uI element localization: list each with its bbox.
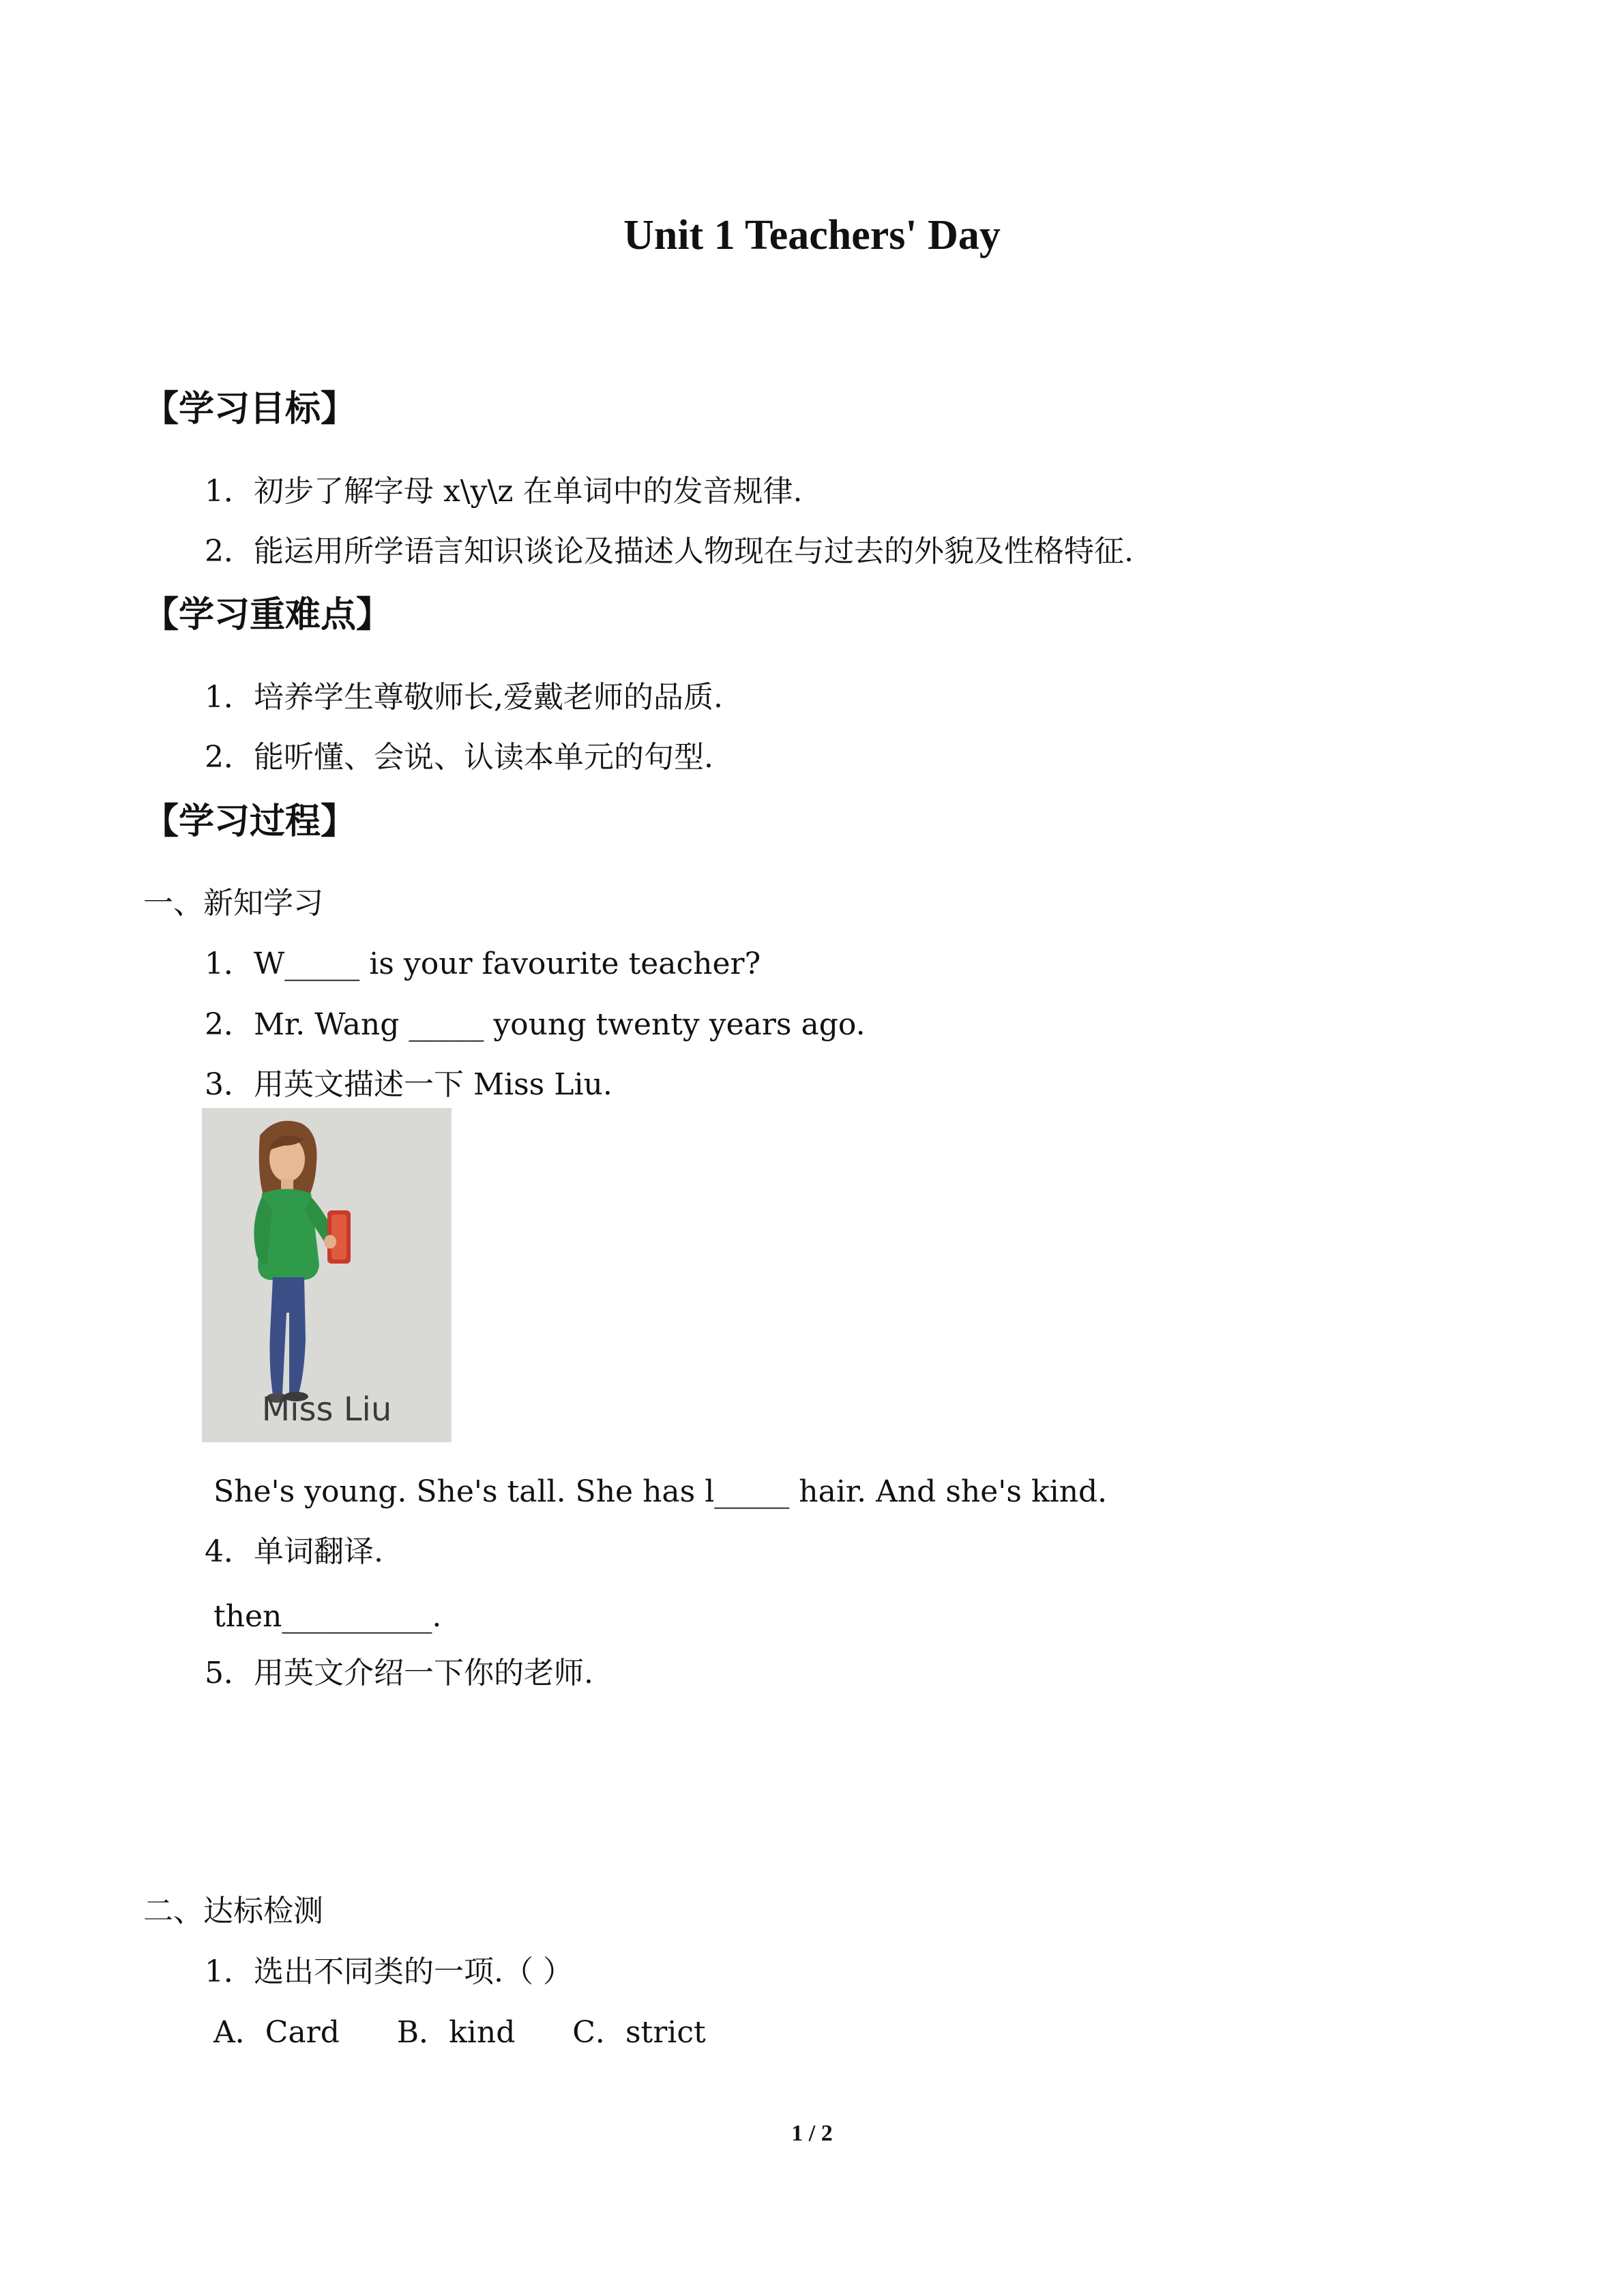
part1-question-5: 5．用英文介绍一下你的老师. [205, 1656, 593, 1690]
key-point-item-1: 1．培养学生尊敬师长,爱戴老师的品质. [205, 680, 723, 715]
part1-question-4-word: then__________. [213, 1599, 442, 1634]
key-points-heading: 【学习重难点】 [143, 595, 392, 636]
part1-question-3-answer: She's young. She's tall. She has l_____ hair. And she's kind． [213, 1474, 1128, 1509]
part2-question-1: 1．选出不同类的一项.（ ） [205, 1954, 573, 1989]
document-title: Unit 1 Teachers' Day [623, 212, 1001, 258]
image-caption: Miss Liu [261, 1390, 392, 1429]
part1-question-4: 4．单词翻译. [205, 1534, 383, 1569]
part2-title: 二、达标检测 [143, 1894, 323, 1928]
process-heading: 【学习过程】 [143, 801, 357, 842]
part1-title: 一、新知学习 [143, 886, 323, 921]
goal-item-2: 2．能运用所学语言知识谈论及描述人物现在与过去的外貌及性格特征. [205, 534, 1134, 569]
miss-liu-image [202, 1108, 452, 1442]
part1-question-2: 2．Mr. Wang _____ young twenty years ago. [205, 1007, 866, 1042]
part2-question-1-options: A．Card B．kind C．strict [213, 2015, 706, 2050]
goal-item-1: 1．初步了解字母 x\y\z 在单词中的发音规律. [205, 474, 803, 509]
key-point-item-2: 2．能听懂、会说、认读本单元的句型. [205, 740, 713, 775]
goals-heading: 【学习目标】 [143, 389, 357, 430]
part1-question-3: 3．用英文描述一下 Miss Liu. [205, 1067, 612, 1102]
part1-question-1: 1．W_____ is your favourite teacher? [205, 946, 761, 981]
page-number: 1 / 2 [791, 2121, 833, 2146]
